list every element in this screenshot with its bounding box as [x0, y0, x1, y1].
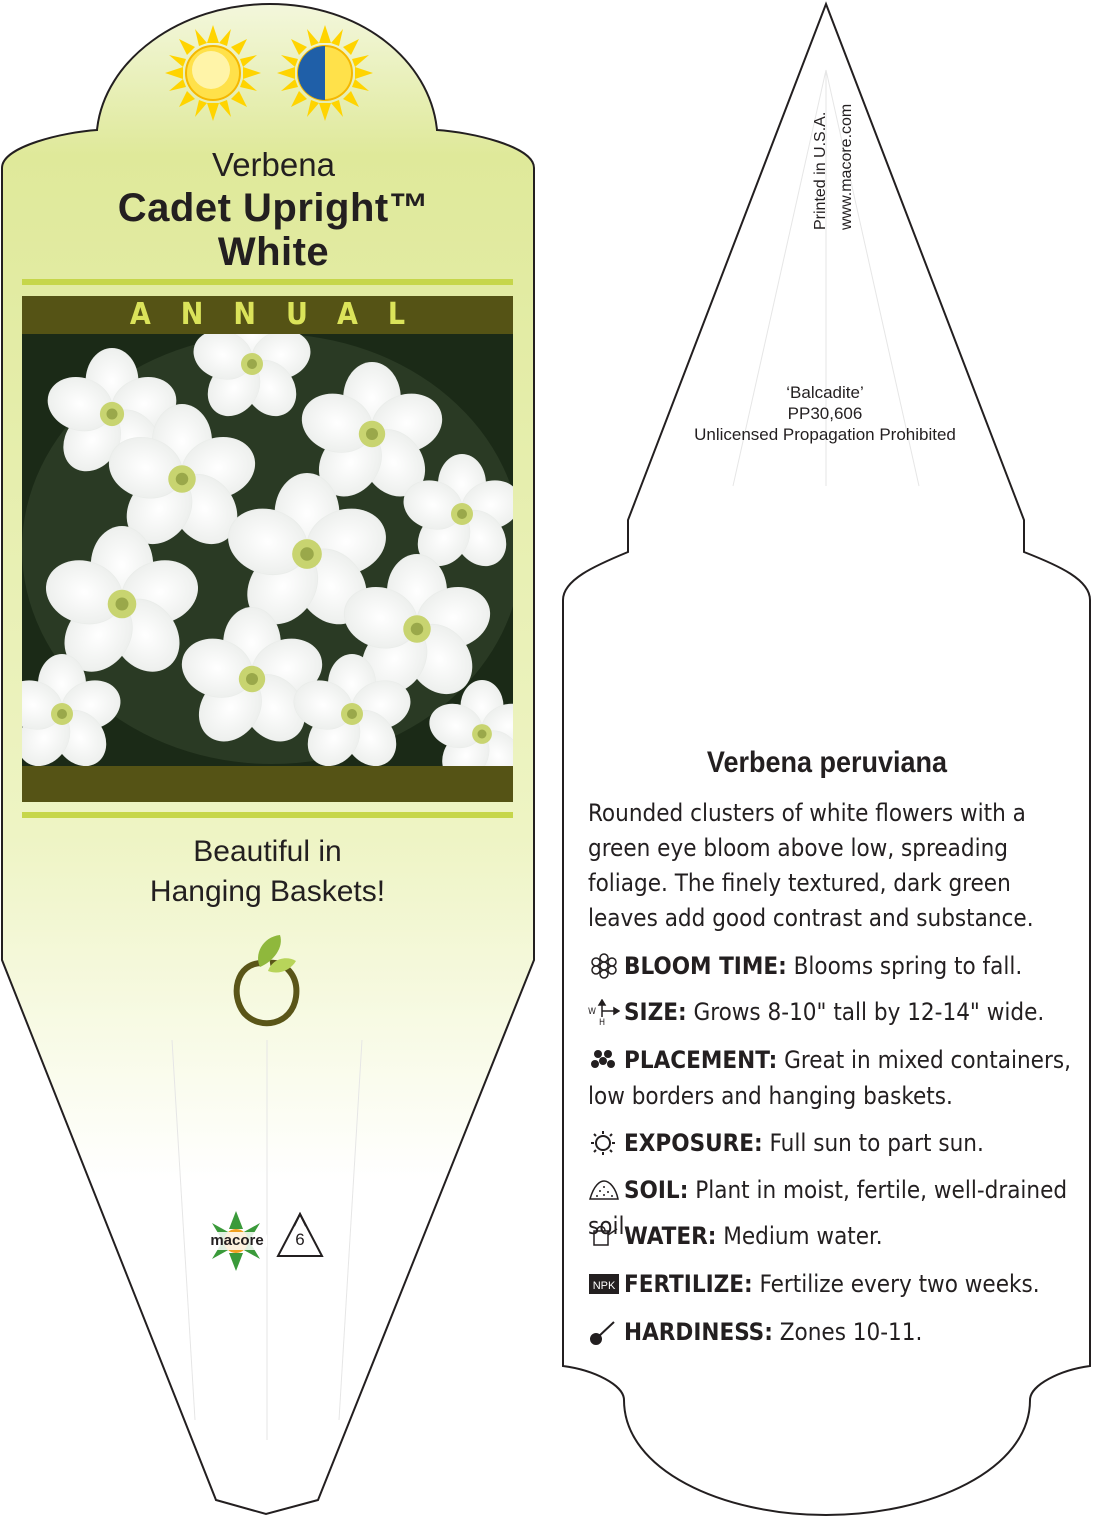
attr-exposure: EXPOSURE: Full sun to part sun.: [588, 1125, 1078, 1161]
printed-info: [808, 70, 855, 250]
thermometer-icon: [588, 1319, 620, 1345]
part-sun-icon: [277, 25, 373, 121]
website: www.macore.com: [838, 103, 855, 230]
placement-flowers-icon: [588, 1047, 620, 1073]
printed-in: Printed in U.S.A.: [812, 111, 829, 230]
npk-icon: [588, 1271, 620, 1297]
soil-mound-icon: [588, 1177, 620, 1203]
variety-line-2: White: [217, 230, 330, 274]
variety-line-1: Cadet Upright™: [117, 186, 430, 230]
tagline-line-2: Hanging Baskets!: [149, 875, 386, 908]
cultivar-name: ‘Balcadite’: [786, 383, 864, 402]
tagline: [0, 832, 535, 912]
attr-water: WATER: Medium water.: [588, 1218, 1078, 1254]
attr-placement: PLACEMENT: Great in mixed containers, low borders and hanging baskets.: [588, 1046, 1071, 1110]
category-band: ANNUAL: [22, 296, 513, 334]
size-arrows-icon: [588, 999, 620, 1025]
tagline-line-1: Beautiful in: [193, 835, 342, 868]
front-variety-name: [0, 186, 547, 274]
photo-bottom-band: [22, 766, 513, 802]
svg-text:NPK: NPK: [592, 1280, 616, 1292]
flower-icon: [588, 953, 620, 979]
sun-outline-icon: [588, 1130, 620, 1156]
description: Rounded clusters of white flowers with a green eye bloom above low, spreading foliage. The finely textured, dark green leaves add good contrast and substance.: [588, 799, 1034, 932]
full-sun-icon: [165, 25, 261, 121]
attr-size: W H SIZE: Grows 8-10" tall by 12-14" wide.: [588, 998, 1045, 1026]
attr-soil: SOIL: Plant in moist, fertile, well-drained soil.: [588, 1176, 1068, 1240]
propagation-notice: Unlicensed Propagation Prohibited: [694, 425, 956, 444]
svg-text:H: H: [599, 1018, 606, 1025]
attr-fertilize: NPK FERTILIZE: Fertilize every two weeks.: [588, 1266, 1078, 1302]
macore-brand: macore: [210, 1232, 264, 1249]
patent-number: PP30,606: [787, 404, 863, 423]
front-genus: Verbena: [212, 146, 335, 183]
svg-text:W: W: [588, 1007, 597, 1017]
attr-hardiness: HARDINESS: Zones 10-11.: [588, 1314, 1078, 1350]
species-name: Verbena peruviana: [706, 746, 948, 779]
accent-line-top: [22, 279, 513, 285]
accent-line-bottom: [22, 812, 513, 818]
recycle-number: 6: [295, 1230, 305, 1249]
watering-can-icon: [588, 1223, 620, 1249]
attr-bloom-time: BLOOM TIME: Blooms spring to fall.: [588, 948, 1078, 984]
patent-block: [640, 382, 1010, 445]
flower-photo: [22, 334, 513, 766]
